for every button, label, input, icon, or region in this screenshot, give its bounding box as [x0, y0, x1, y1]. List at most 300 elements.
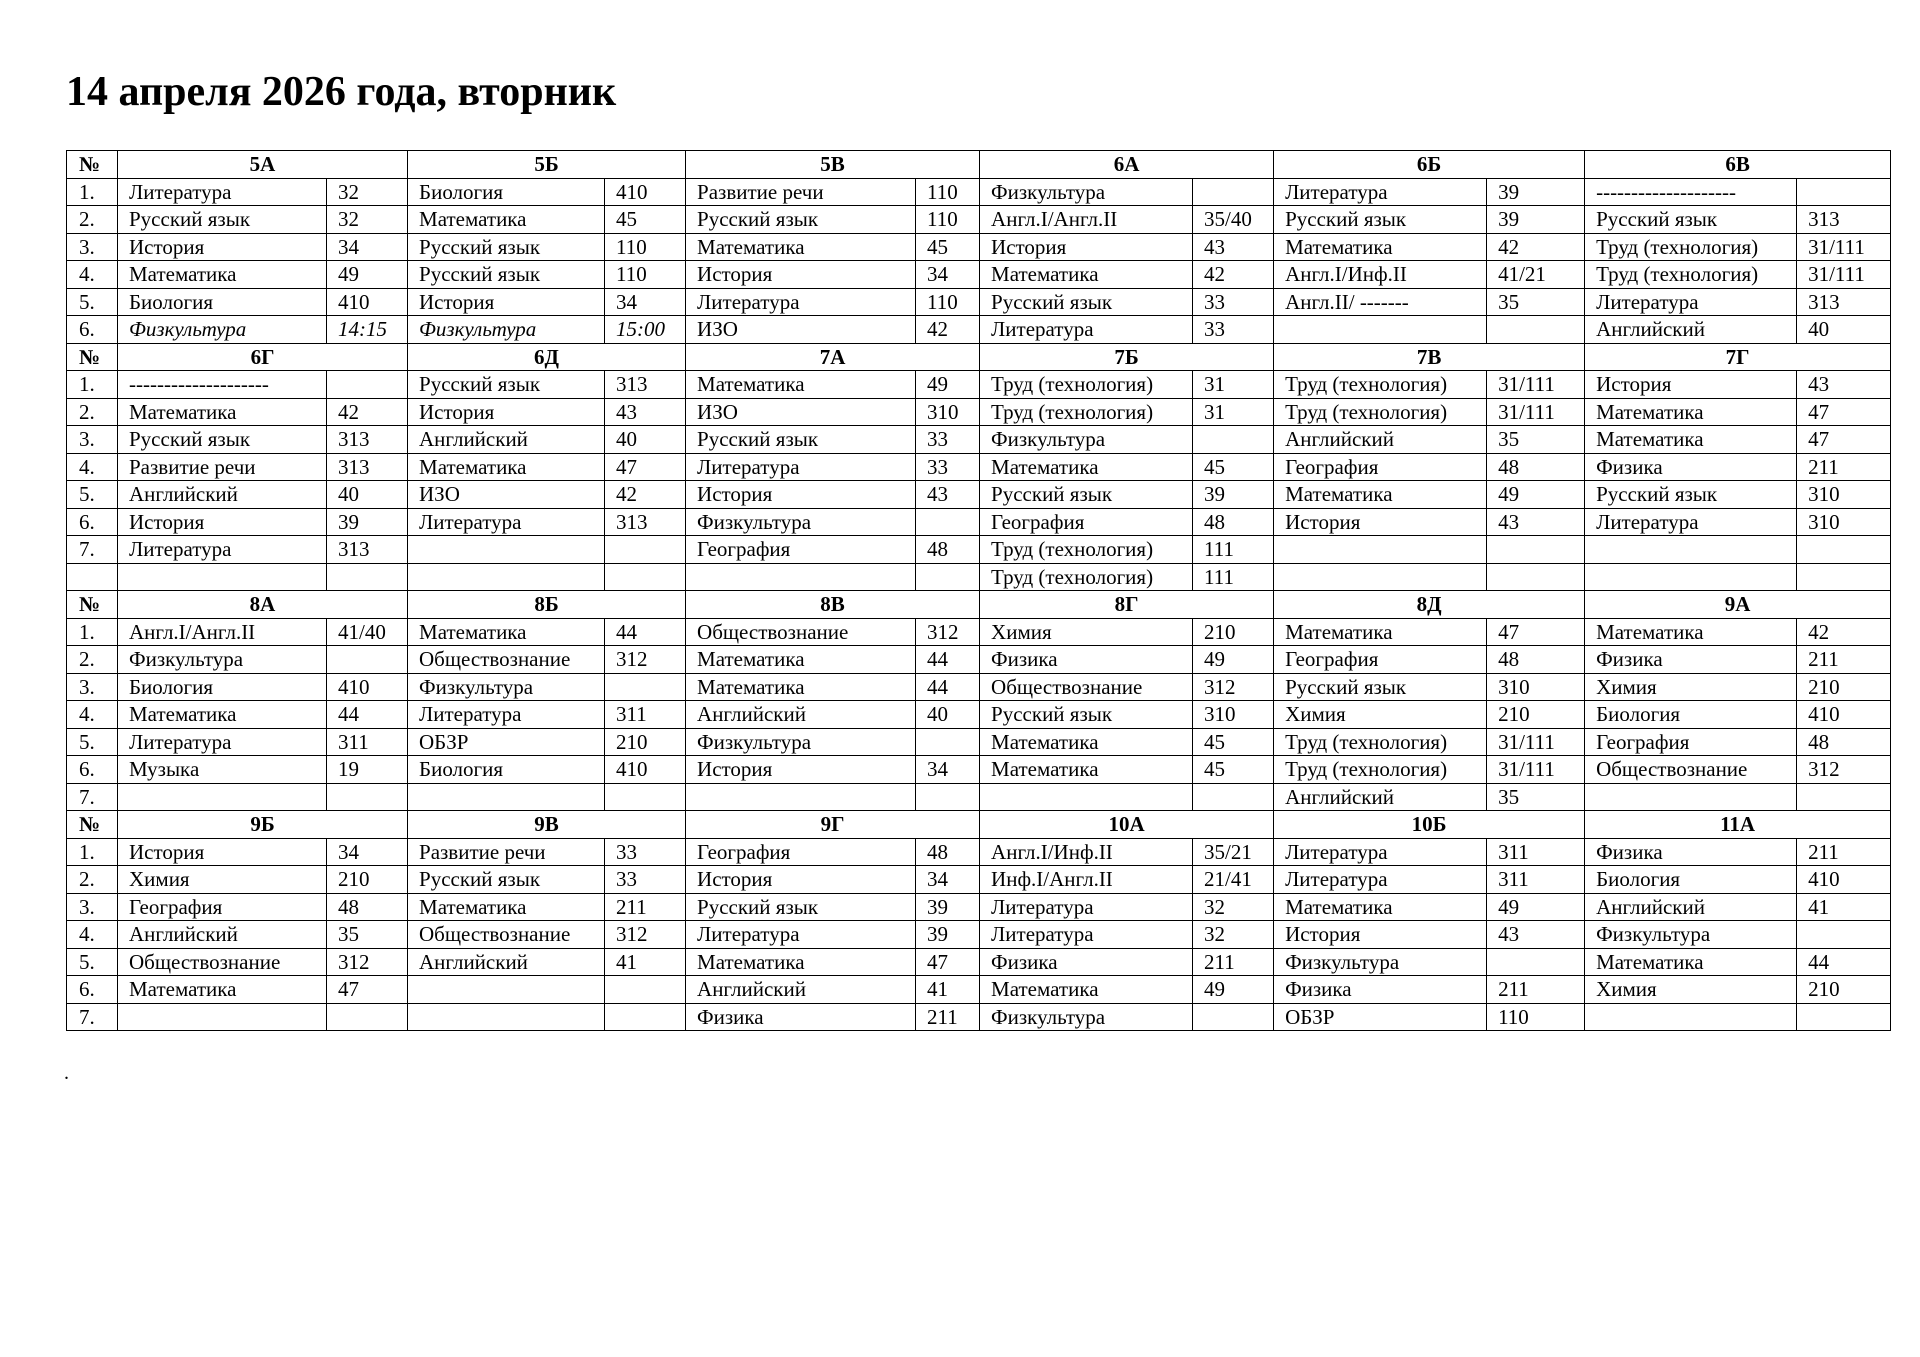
subject-cell: География	[980, 508, 1193, 536]
subject-cell: Англ.I/Англ.II	[980, 206, 1193, 234]
subject-cell: Химия	[980, 618, 1193, 646]
room-cell: 310	[1797, 508, 1891, 536]
room-cell	[1487, 563, 1585, 591]
lesson-row	[67, 866, 1891, 894]
room-cell	[1797, 563, 1891, 591]
room-cell: 45	[1193, 756, 1274, 784]
class-name-header: 9А	[1585, 591, 1891, 619]
room-cell: 31	[1193, 371, 1274, 399]
room-cell: 44	[1797, 948, 1891, 976]
room-cell: 313	[327, 426, 408, 454]
subject-cell	[408, 976, 605, 1004]
subject-cell: Развитие речи	[686, 178, 916, 206]
room-cell: 35	[1487, 426, 1585, 454]
room-cell: 311	[1487, 838, 1585, 866]
room-cell: 310	[1487, 673, 1585, 701]
subject-cell: ОБЗР	[408, 728, 605, 756]
room-cell: 19	[327, 756, 408, 784]
subject-cell: Физкультура	[1585, 921, 1797, 949]
lesson-number: 6.	[67, 316, 118, 344]
subject-cell: Русский язык	[118, 426, 327, 454]
subject-cell: Математика	[980, 728, 1193, 756]
subject-cell: Физкультура	[980, 426, 1193, 454]
room-cell: 312	[327, 948, 408, 976]
subject-cell: История	[1274, 508, 1487, 536]
subject-cell: ИЗО	[408, 481, 605, 509]
class-name-header: 7Г	[1585, 343, 1891, 371]
lesson-number: 2.	[67, 866, 118, 894]
subject-cell	[1274, 536, 1487, 564]
subject-cell: Русский язык	[408, 233, 605, 261]
room-cell	[1487, 948, 1585, 976]
room-cell: 47	[1797, 398, 1891, 426]
subject-cell: Русский язык	[686, 426, 916, 454]
subject-cell: Литература	[1274, 838, 1487, 866]
room-cell: 41/40	[327, 618, 408, 646]
subject-cell	[686, 783, 916, 811]
lesson-row	[67, 893, 1891, 921]
subject-cell: Литература	[1274, 178, 1487, 206]
class-name-header: 7В	[1274, 343, 1585, 371]
room-cell: 410	[327, 288, 408, 316]
subject-cell: Английский	[1585, 316, 1797, 344]
subject-cell: Развитие речи	[408, 838, 605, 866]
subject-cell	[686, 563, 916, 591]
lesson-number: 4.	[67, 261, 118, 289]
subject-cell: Математика	[118, 976, 327, 1004]
room-cell	[916, 563, 980, 591]
subject-cell: История	[686, 756, 916, 784]
subject-cell: История	[1585, 371, 1797, 399]
room-cell: 40	[916, 701, 980, 729]
lesson-row	[67, 673, 1891, 701]
class-name-header: 8А	[118, 591, 408, 619]
subject-cell: Труд (технология)	[1585, 233, 1797, 261]
class-name-header: 9Г	[686, 811, 980, 839]
class-name-header: 9Б	[118, 811, 408, 839]
lesson-row	[67, 481, 1891, 509]
subject-cell: Русский язык	[980, 481, 1193, 509]
room-cell: 43	[1797, 371, 1891, 399]
room-cell: 41	[916, 976, 980, 1004]
room-cell: 312	[916, 618, 980, 646]
subject-cell: Физика	[980, 646, 1193, 674]
subject-cell: Математика	[686, 233, 916, 261]
lesson-row	[67, 646, 1891, 674]
room-cell	[1487, 536, 1585, 564]
room-cell: 410	[1797, 701, 1891, 729]
room-cell: 35	[1487, 783, 1585, 811]
room-cell: 310	[916, 398, 980, 426]
class-name-header: 6В	[1585, 151, 1891, 179]
subject-cell: Биология	[118, 673, 327, 701]
subject-cell: География	[1274, 453, 1487, 481]
subject-cell: Математика	[980, 261, 1193, 289]
room-cell: 33	[605, 866, 686, 894]
subject-cell: История	[408, 288, 605, 316]
room-cell: 210	[1797, 976, 1891, 1004]
room-cell: 33	[1193, 316, 1274, 344]
subject-cell: Математика	[1585, 398, 1797, 426]
room-cell: 311	[1487, 866, 1585, 894]
subject-cell: Музыка	[118, 756, 327, 784]
room-cell: 48	[1487, 453, 1585, 481]
subject-cell: История	[686, 481, 916, 509]
room-cell: 39	[1487, 178, 1585, 206]
room-cell: 31/111	[1487, 398, 1585, 426]
room-cell: 111	[1193, 563, 1274, 591]
room-cell	[327, 646, 408, 674]
room-cell: 48	[1193, 508, 1274, 536]
subject-cell: Русский язык	[980, 701, 1193, 729]
lesson-row	[67, 508, 1891, 536]
lesson-number: 1.	[67, 838, 118, 866]
room-cell: 32	[1193, 893, 1274, 921]
lesson-number: 7.	[67, 1003, 118, 1031]
room-cell: 35/21	[1193, 838, 1274, 866]
room-cell: 48	[916, 536, 980, 564]
subject-cell	[1274, 316, 1487, 344]
room-cell: 43	[1193, 233, 1274, 261]
class-name-header: 8Д	[1274, 591, 1585, 619]
room-cell: 47	[605, 453, 686, 481]
schedule-table	[66, 150, 1891, 1031]
room-cell: 39	[916, 921, 980, 949]
subject-cell: История	[408, 398, 605, 426]
room-cell	[1797, 178, 1891, 206]
lesson-number: 7.	[67, 536, 118, 564]
footer-mark: .	[64, 1062, 69, 1084]
room-cell: 47	[1487, 618, 1585, 646]
room-cell: 313	[1797, 206, 1891, 234]
subject-cell: Развитие речи	[118, 453, 327, 481]
subject-cell: Англ.I/Инф.II	[1274, 261, 1487, 289]
lesson-number: 5.	[67, 481, 118, 509]
subject-cell: История	[118, 508, 327, 536]
room-cell: 47	[327, 976, 408, 1004]
room-cell: 14:15	[327, 316, 408, 344]
room-cell: 33	[605, 838, 686, 866]
room-cell: 410	[1797, 866, 1891, 894]
lesson-row	[67, 783, 1891, 811]
room-cell: 49	[916, 371, 980, 399]
room-cell	[1193, 178, 1274, 206]
room-cell: 211	[1797, 453, 1891, 481]
room-cell: 44	[605, 618, 686, 646]
subject-cell: Биология	[408, 756, 605, 784]
subject-cell: Труд (технология)	[1274, 398, 1487, 426]
subject-cell: История	[686, 866, 916, 894]
room-cell: 111	[1193, 536, 1274, 564]
subject-cell: Труд (технология)	[1585, 261, 1797, 289]
room-cell: 313	[605, 371, 686, 399]
lesson-row	[67, 371, 1891, 399]
page-title: 14 апреля 2026 года, вторник	[66, 69, 617, 115]
room-cell	[605, 536, 686, 564]
subject-cell: История	[118, 233, 327, 261]
room-cell: 34	[327, 838, 408, 866]
room-cell: 43	[1487, 921, 1585, 949]
subject-cell	[408, 1003, 605, 1031]
room-cell: 210	[605, 728, 686, 756]
room-cell: 313	[327, 453, 408, 481]
subject-cell	[408, 563, 605, 591]
subject-cell: Биология	[1585, 866, 1797, 894]
class-name-header: 8Б	[408, 591, 686, 619]
subject-cell: Физкультура	[686, 728, 916, 756]
room-cell	[605, 1003, 686, 1031]
class-name-header: 6Г	[118, 343, 408, 371]
lesson-number: 2.	[67, 646, 118, 674]
subject-cell: Английский	[118, 481, 327, 509]
subject-cell: Физика	[686, 1003, 916, 1031]
class-name-header: 10Б	[1274, 811, 1585, 839]
subject-cell: Русский язык	[118, 206, 327, 234]
room-cell: 48	[1797, 728, 1891, 756]
room-cell: 44	[916, 646, 980, 674]
class-name-header: 5В	[686, 151, 980, 179]
lesson-row	[67, 618, 1891, 646]
subject-cell: Математика	[1274, 233, 1487, 261]
subject-cell: Англ.II/ -------	[1274, 288, 1487, 316]
room-cell: 34	[916, 866, 980, 894]
lesson-number: 2.	[67, 206, 118, 234]
subject-cell: ИЗО	[686, 398, 916, 426]
subject-cell: Обществознание	[980, 673, 1193, 701]
subject-cell: Математика	[980, 976, 1193, 1004]
lesson-row	[67, 288, 1891, 316]
subject-cell: Английский	[1274, 426, 1487, 454]
subject-cell: Русский язык	[408, 371, 605, 399]
room-cell: 211	[1193, 948, 1274, 976]
lesson-number: 7.	[67, 783, 118, 811]
subject-cell: Обществознание	[408, 921, 605, 949]
lesson-number: 1.	[67, 371, 118, 399]
room-cell: 34	[605, 288, 686, 316]
subject-cell: Литература	[118, 178, 327, 206]
subject-cell: Математика	[980, 756, 1193, 784]
subject-cell: Физкультура	[118, 316, 327, 344]
room-cell: 211	[1487, 976, 1585, 1004]
room-cell	[1797, 921, 1891, 949]
room-cell: 40	[327, 481, 408, 509]
subject-cell	[118, 783, 327, 811]
subject-cell: Литература	[1585, 508, 1797, 536]
subject-cell: Математика	[1274, 893, 1487, 921]
subject-cell	[408, 536, 605, 564]
room-cell: 31/111	[1487, 756, 1585, 784]
room-cell	[916, 728, 980, 756]
lesson-number: 3.	[67, 893, 118, 921]
lesson-number: 5.	[67, 288, 118, 316]
subject-cell: Обществознание	[686, 618, 916, 646]
subject-cell: Русский язык	[408, 261, 605, 289]
room-cell: 40	[605, 426, 686, 454]
subject-cell: Физика	[1585, 646, 1797, 674]
room-cell: 44	[916, 673, 980, 701]
room-cell	[605, 673, 686, 701]
room-cell: 110	[605, 233, 686, 261]
room-cell: 39	[1193, 481, 1274, 509]
room-cell: 40	[1797, 316, 1891, 344]
subject-cell: Английский	[408, 426, 605, 454]
room-cell: 33	[1193, 288, 1274, 316]
room-cell	[605, 563, 686, 591]
class-name-header: 6Д	[408, 343, 686, 371]
room-cell: 110	[916, 288, 980, 316]
class-name-header: 10А	[980, 811, 1274, 839]
subject-cell: Математика	[980, 453, 1193, 481]
lesson-number: 4.	[67, 921, 118, 949]
number-header: №	[67, 343, 118, 371]
room-cell: 33	[916, 453, 980, 481]
subject-cell	[1585, 783, 1797, 811]
subject-cell: Литература	[1585, 288, 1797, 316]
room-cell	[1797, 1003, 1891, 1031]
room-cell	[327, 563, 408, 591]
subject-cell: Английский	[686, 976, 916, 1004]
lesson-number: 1.	[67, 618, 118, 646]
lesson-row	[67, 316, 1891, 344]
subject-cell: Русский язык	[1274, 673, 1487, 701]
subject-cell: Труд (технология)	[1274, 371, 1487, 399]
subject-cell: Математика	[686, 948, 916, 976]
lesson-row	[67, 838, 1891, 866]
room-cell: 47	[1797, 426, 1891, 454]
lesson-number	[67, 563, 118, 591]
room-cell: 32	[327, 178, 408, 206]
room-cell: 312	[605, 646, 686, 674]
room-cell: 211	[1797, 838, 1891, 866]
room-cell: 31/111	[1797, 233, 1891, 261]
room-cell	[916, 783, 980, 811]
subject-cell: Труд (технология)	[1274, 728, 1487, 756]
room-cell: 34	[916, 756, 980, 784]
lesson-number: 6.	[67, 976, 118, 1004]
subject-cell: Труд (технология)	[980, 536, 1193, 564]
room-cell: 45	[1193, 728, 1274, 756]
room-cell: 110	[916, 206, 980, 234]
lesson-number: 4.	[67, 701, 118, 729]
lesson-row	[67, 728, 1891, 756]
subject-cell	[1585, 536, 1797, 564]
room-cell: 49	[327, 261, 408, 289]
room-cell: 211	[1797, 646, 1891, 674]
subject-cell: Химия	[1585, 673, 1797, 701]
class-header-row	[67, 591, 1891, 619]
room-cell: 41	[1797, 893, 1891, 921]
class-name-header: 5А	[118, 151, 408, 179]
subject-cell: Математика	[686, 673, 916, 701]
subject-cell: Физика	[980, 948, 1193, 976]
class-header-row	[67, 811, 1891, 839]
subject-cell: Математика	[1585, 948, 1797, 976]
room-cell: 110	[605, 261, 686, 289]
room-cell: 42	[605, 481, 686, 509]
class-name-header: 6Б	[1274, 151, 1585, 179]
subject-cell: Математика	[408, 618, 605, 646]
subject-cell: Математика	[118, 701, 327, 729]
lesson-row	[67, 1003, 1891, 1031]
room-cell: 47	[916, 948, 980, 976]
room-cell: 41/21	[1487, 261, 1585, 289]
lesson-row	[67, 948, 1891, 976]
room-cell: 410	[605, 756, 686, 784]
room-cell: 32	[327, 206, 408, 234]
subject-cell: Физкультура	[408, 673, 605, 701]
room-cell: 33	[916, 426, 980, 454]
subject-cell: Биология	[1585, 701, 1797, 729]
subject-cell: Англ.I/Англ.II	[118, 618, 327, 646]
subject-cell: Физкультура	[980, 1003, 1193, 1031]
subject-cell: География	[686, 536, 916, 564]
subject-cell	[1585, 1003, 1797, 1031]
room-cell: 49	[1193, 976, 1274, 1004]
subject-cell: История	[118, 838, 327, 866]
subject-cell: Английский	[1585, 893, 1797, 921]
subject-cell: Математика	[1585, 618, 1797, 646]
room-cell: 410	[327, 673, 408, 701]
subject-cell: Литература	[686, 453, 916, 481]
lesson-number: 5.	[67, 728, 118, 756]
lesson-row	[67, 756, 1891, 784]
subject-cell: Математика	[686, 371, 916, 399]
subject-cell: Русский язык	[686, 206, 916, 234]
subject-cell: Русский язык	[1585, 481, 1797, 509]
room-cell: 35	[1487, 288, 1585, 316]
lesson-row	[67, 976, 1891, 1004]
subject-cell: Физика	[1585, 838, 1797, 866]
lesson-number: 3.	[67, 673, 118, 701]
room-cell: 49	[1487, 893, 1585, 921]
subject-cell: Литература	[118, 728, 327, 756]
subject-cell: Математика	[118, 398, 327, 426]
subject-cell: История	[686, 261, 916, 289]
room-cell: 310	[1193, 701, 1274, 729]
subject-cell: Обществознание	[408, 646, 605, 674]
room-cell: 310	[1797, 481, 1891, 509]
room-cell: 32	[1193, 921, 1274, 949]
class-header-row	[67, 151, 1891, 179]
subject-cell: Физкультура	[118, 646, 327, 674]
subject-cell: --------------------	[118, 371, 327, 399]
class-name-header: 9В	[408, 811, 686, 839]
subject-cell	[118, 1003, 327, 1031]
room-cell: 49	[1193, 646, 1274, 674]
subject-cell: География	[686, 838, 916, 866]
room-cell: 45	[916, 233, 980, 261]
room-cell: 43	[916, 481, 980, 509]
room-cell	[1487, 316, 1585, 344]
subject-cell: Математика	[1274, 618, 1487, 646]
room-cell: 42	[1487, 233, 1585, 261]
room-cell: 110	[1487, 1003, 1585, 1031]
room-cell: 210	[1193, 618, 1274, 646]
lesson-row	[67, 206, 1891, 234]
lesson-number: 3.	[67, 233, 118, 261]
subject-cell: Англ.I/Инф.II	[980, 838, 1193, 866]
subject-cell: Труд (технология)	[980, 398, 1193, 426]
subject-cell: Литература	[980, 316, 1193, 344]
subject-cell: Химия	[1585, 976, 1797, 1004]
subject-cell: Английский	[1274, 783, 1487, 811]
subject-cell: ОБЗР	[1274, 1003, 1487, 1031]
room-cell	[327, 1003, 408, 1031]
room-cell: 110	[916, 178, 980, 206]
room-cell: 311	[327, 728, 408, 756]
lesson-row	[67, 178, 1891, 206]
subject-cell: Математика	[118, 261, 327, 289]
